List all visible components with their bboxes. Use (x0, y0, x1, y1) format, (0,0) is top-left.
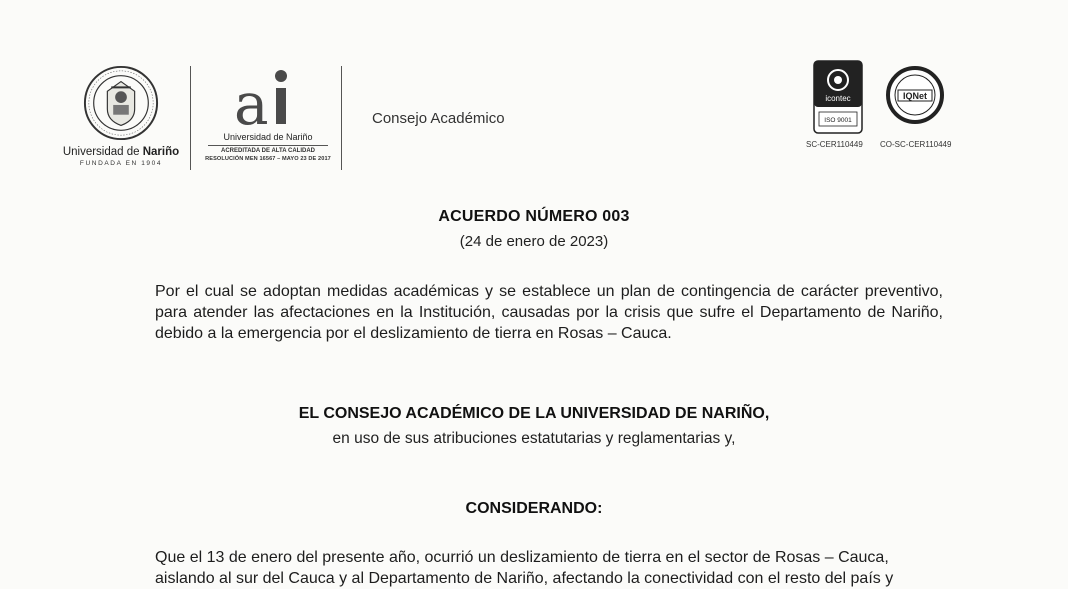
header-divider (190, 66, 191, 170)
icontec-certification-logo (813, 60, 863, 134)
considerando-paragraph-line: aislando al sur del Cauca y al Departamento de Nariño, afectando la conectividad con el resto del país y (155, 570, 894, 587)
iqnet-certificate-code: CO-SC-CER110449 (880, 140, 952, 149)
considerando-paragraph-line: Que el 13 de enero del presente año, ocurrió un deslizamiento de tierra en el sector de Rosas – Cauca, (155, 549, 889, 566)
university-seal-logo (82, 64, 160, 142)
document-date: (24 de enero de 2023) (459, 233, 609, 250)
svg-text:ISO 9001: ISO 9001 (824, 117, 852, 124)
accreditation-rule (208, 145, 328, 146)
accreditation-ai-logo (232, 64, 302, 134)
accreditation-line-2: RESOLUCIÓN MEN 16567 – MAYO 23 DE 2017 (205, 156, 331, 162)
iqnet-certification-logo (886, 66, 944, 124)
accreditation-university: Universidad de Nariño (223, 132, 313, 142)
document-subject: Por el cual se adoptan medidas académicas y se establece un plan de contingencia de carácter preventivo, para atender las afectaciones en la Institución, causadas por la crisis que sufre el Departamento de Nariño, debido a la emergencia por el deslizamiento de tierra en Rosas – Cauca. (155, 283, 943, 342)
issuer-clause: en uso de sus atribuciones estatutarias y reglamentarias y, (332, 430, 736, 447)
considerando-heading: CONSIDERANDO: (465, 500, 603, 517)
icontec-certificate-code: SC-CER110449 (806, 140, 863, 149)
svg-text:a: a (234, 70, 269, 134)
accreditation-line-1: ACREDITADA DE ALTA CALIDAD (221, 148, 315, 154)
document-title: ACUERDO NÚMERO 003 (438, 208, 630, 225)
issuer-heading: EL CONSEJO ACADÉMICO DE LA UNIVERSIDAD DE NARIÑO, (298, 405, 770, 422)
university-founded: FUNDADA EN 1904 (79, 160, 163, 167)
office-name: Consejo Académico (372, 110, 505, 127)
svg-text:icontec: icontec (825, 94, 851, 103)
svg-text:IQNet: IQNet (902, 91, 928, 101)
university-name: Universidad de Nariño (62, 146, 180, 158)
header-divider (341, 66, 342, 170)
